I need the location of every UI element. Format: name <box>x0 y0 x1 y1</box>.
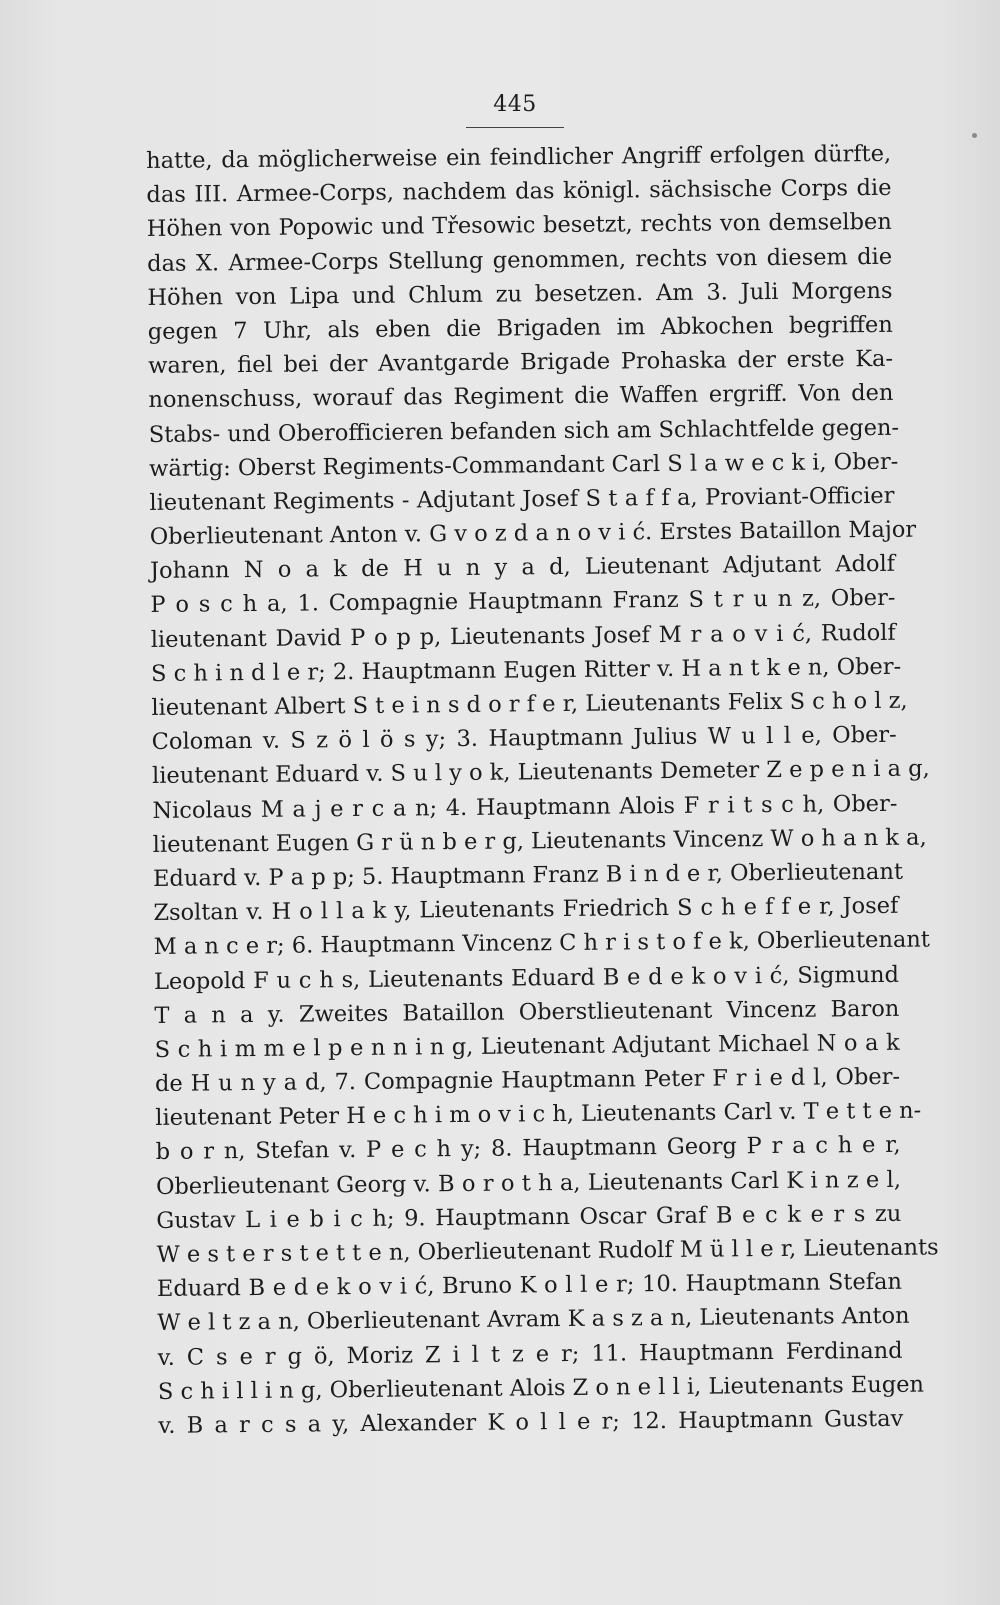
text-line: W e s t e r s t e t t e n, Oberlieutenant Rudolf M ü l l e r, Lieutenants <box>156 1234 939 1268</box>
text-line: Höhen von Lipa und Chlum zu besetzen. Am 3. Juli Morgens <box>147 277 893 311</box>
text-line: gegen 7 Uhr, als eben die Brigaden im Abkochen begriffen <box>147 311 893 345</box>
text-line: Oberlieutenant Georg v. B o r o t h a, Lieutenants Carl K i n z e l, <box>155 1166 902 1200</box>
paper-spot <box>972 133 977 138</box>
text-line: de H u n y a d, 7. Compagnie Hauptmann Peter F r i e d l, Ober- <box>154 1063 901 1098</box>
text-line: P o s c h a, 1. Compagnie Hauptmann Franz S t r u n z, Ober- <box>150 585 896 619</box>
text-line: lieutenant Peter H e c h i m o v i c h, Lieutenants Carl v. T e t t e n- <box>155 1097 922 1132</box>
text-line: nonenschuss, worauf das Regiment die Waffen ergriff. Von den <box>148 380 894 414</box>
text-line: Johann N o a k de H u n y a d, Lieutenant Adjutant Adolf <box>149 551 896 585</box>
text-line: Eduard B e d e k o v i ć, Bruno K o l l e r; 10. Hauptmann Stefan <box>156 1268 903 1303</box>
text-line: das X. Armee-Corps Stellung genommen, rechts von diesem die <box>147 243 893 277</box>
text-line: Leopold F u c h s, Lieutenants Eduard B e d e k o v i ć, Sigmund <box>153 961 900 995</box>
text-line: Zsoltan v. H o l l a k y, Lieutenants Friedrich S c h e f f e r, Josef <box>153 892 899 927</box>
text-line: waren, fiel bei der Avantgarde Brigade Prohaska der erste Ka- <box>148 345 894 380</box>
page-number: 445 <box>493 92 537 117</box>
text-line: W e l t z a n, Oberlieutenant Avram K a s z a n, Lieutenants Anton <box>157 1303 910 1337</box>
text-line: wärtig: Oberst Regiments-Commandant Carl S l a w e c k i, Ober- <box>148 448 899 482</box>
text-line: Stabs- und Oberofficieren befanden sich am Schlachtfelde gegen- <box>148 414 900 448</box>
text-line: S c h i l l i n g, Oberlieutenant Alois Z o n e l l i, Lieutenants Eugen <box>157 1371 925 1405</box>
text-line: M a n c e r; 6. Hauptmann Vincenz C h r i s t o f e k, Oberlieutenant <box>153 926 931 961</box>
text-line: v. B a r c s a y, Alexander K o l l e r; 12. Hauptmann Gustav <box>158 1405 904 1439</box>
text-line: Gustav L i e b i c h; 9. Hauptmann Oscar Graf B e c k e r s zu <box>156 1200 902 1234</box>
text-line: das III. Armee-Corps, nachdem das königl. sächsische Corps die <box>146 175 892 209</box>
text-line: lieutenant Eduard v. S u l y o k, Lieutenants Demeter Z e p e n i a g, <box>151 755 930 790</box>
page-number-rule <box>466 127 564 128</box>
text-line: lieutenant Albert S t e i n s d o r f e r, Lieutenants Felix S c h o l z, <box>151 687 908 721</box>
text-line: lieutenant David P o p p, Lieutenants Josef M r a o v i ć, Rudolf <box>150 619 896 653</box>
text-line: S c h i m m e l p e n n i n g, Lieutenant Adjutant Michael N o a k <box>154 1029 900 1063</box>
text-line: Oberlieutenant Anton v. G v o z d a n o v i ć. Erstes Bataillon Major <box>149 516 917 551</box>
text-line: lieutenant Regiments - Adjutant Josef S t a f f a, Proviant-Officier <box>149 482 895 516</box>
text-line: T a n a y. Zweites Bataillon Oberstlieutenant Vincenz Baron <box>154 995 900 1029</box>
text-line: b o r n, Stefan v. P e c h y; 8. Hauptmann Georg P r a c h e r, <box>155 1132 901 1166</box>
text-line: Coloman v. S z ö l ö s y; 3. Hauptmann Julius W u l l e, Ober- <box>151 722 897 756</box>
text-line: Nicolaus M a j e r c a n; 4. Hauptmann Alois F r i t s c h, Ober- <box>152 790 898 824</box>
text-line: S c h i n d l e r; 2. Hauptmann Eugen Ritter v. H a n t k e n, Ober- <box>150 653 902 687</box>
body-text <box>146 137 939 1443</box>
text-line: Eduard v. P a p p; 5. Hauptmann Franz B i n d e r, Oberlieutenant <box>152 858 904 892</box>
text-line: v. C s e r g ö, Moriz Z i l t z e r; 11. Hauptmann Ferdinand <box>157 1337 903 1371</box>
text-line: hatte, da möglicherweise ein feindlicher Angriff erfolgen dürfte, <box>146 140 892 174</box>
text-line: lieutenant Eugen G r ü n b e r g, Lieutenants Vincenz W o h a n k a, <box>152 824 927 858</box>
text-line: Höhen von Popowic und Třesowic besetzt, rechts von demselben <box>146 209 892 243</box>
